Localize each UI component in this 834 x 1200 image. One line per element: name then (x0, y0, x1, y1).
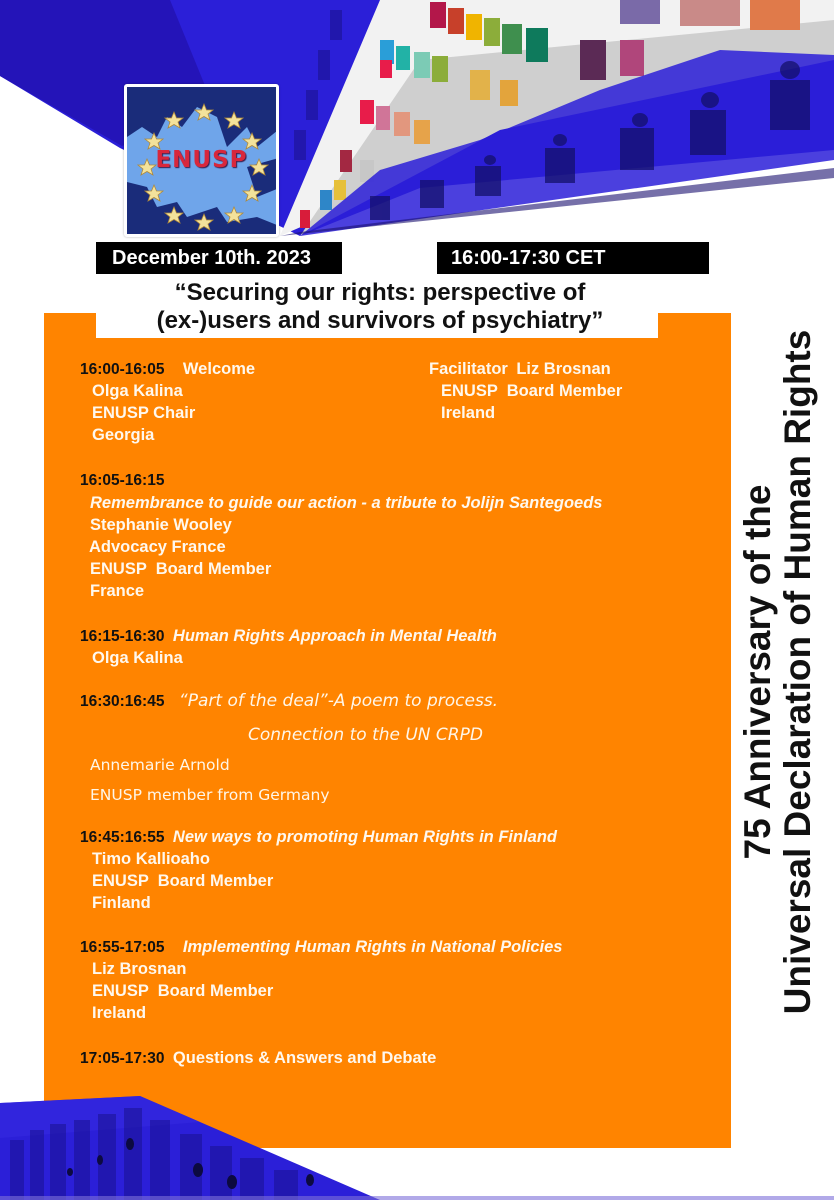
item-title: Human Rights Approach in Mental Health (172, 627, 497, 645)
item-title: Questions & Answers and Debate (172, 1049, 437, 1067)
enusp-logo (124, 84, 279, 237)
schedule-item-welcome (80, 358, 255, 381)
item-title: Remembrance to guide our action - a tribute to Jolijn Santegoeds (90, 494, 603, 512)
item-country: Finland (92, 894, 151, 912)
logo-text: ENUSP (155, 147, 248, 173)
item-time: 16:05-16:15 (80, 472, 165, 489)
event-time: 16:00-17:30 CET (437, 242, 709, 274)
facilitator-country: Ireland (441, 404, 496, 422)
item-time: 16:45:16:55 (80, 829, 165, 846)
item-country: Ireland (92, 1004, 147, 1022)
item-time: 16:30:16:45 (80, 693, 165, 710)
item-country: France (90, 582, 145, 600)
schedule-item (80, 1047, 436, 1070)
item-speaker: Olga Kalina (92, 382, 183, 400)
event-date: December 10th. 2023 (96, 242, 342, 274)
item-speaker: Liz Brosnan (92, 960, 187, 978)
facilitator-label: Facilitator (429, 360, 508, 378)
item-org: Advocacy France (89, 538, 226, 556)
item-role: ENUSP Chair (92, 404, 196, 422)
item-time: 16:00-16:05 (80, 361, 165, 378)
item-time: 17:05-17:30 (80, 1050, 165, 1067)
crowd-illustration-icon (0, 1080, 834, 1200)
anniversary-line1: 75 Anniversary of the (737, 484, 778, 860)
item-time: 16:55-17:05 (80, 939, 165, 956)
schedule-item (80, 690, 498, 713)
item-role: ENUSP Board Member (92, 872, 274, 890)
footer-banner-art (0, 1080, 834, 1200)
item-role: ENUSP Board Member (92, 982, 274, 1000)
schedule-item (80, 625, 497, 648)
item-country: Georgia (92, 426, 155, 444)
event-title (100, 279, 660, 335)
item-title: Implementing Human Rights in National Policies (182, 938, 563, 956)
facilitator (429, 358, 611, 381)
item-role: ENUSP Board Member (90, 560, 272, 578)
item-speaker: Timo Kallioaho (92, 850, 210, 868)
item-time: 16:15-16:30 (80, 628, 165, 645)
anniversary-banner (738, 232, 818, 1112)
item-title-line2: Connection to the UN CRPD (248, 725, 483, 745)
event-title-line1: “Securing our rights: perspective of (174, 279, 586, 306)
item-title: Welcome (182, 360, 256, 378)
item-title: New ways to promoting Human Rights in Finland (172, 828, 557, 846)
schedule-item (80, 826, 557, 849)
facilitator-role: ENUSP Board Member (441, 382, 623, 400)
item-title-line1: “Part of the deal”-A poem to process. (178, 691, 499, 711)
item-role: ENUSP member from Germany (90, 786, 330, 804)
item-speaker: Olga Kalina (92, 649, 183, 667)
item-speaker: Stephanie Wooley (90, 516, 232, 534)
event-title-line2: (ex-)users and survivors of psychiatry” (156, 307, 604, 334)
schedule-item (80, 936, 562, 959)
anniversary-line2: Universal Declaration of Human Rights (777, 329, 818, 1015)
facilitator-name: Liz Brosnan (516, 360, 611, 378)
item-speaker: Annemarie Arnold (90, 756, 230, 774)
